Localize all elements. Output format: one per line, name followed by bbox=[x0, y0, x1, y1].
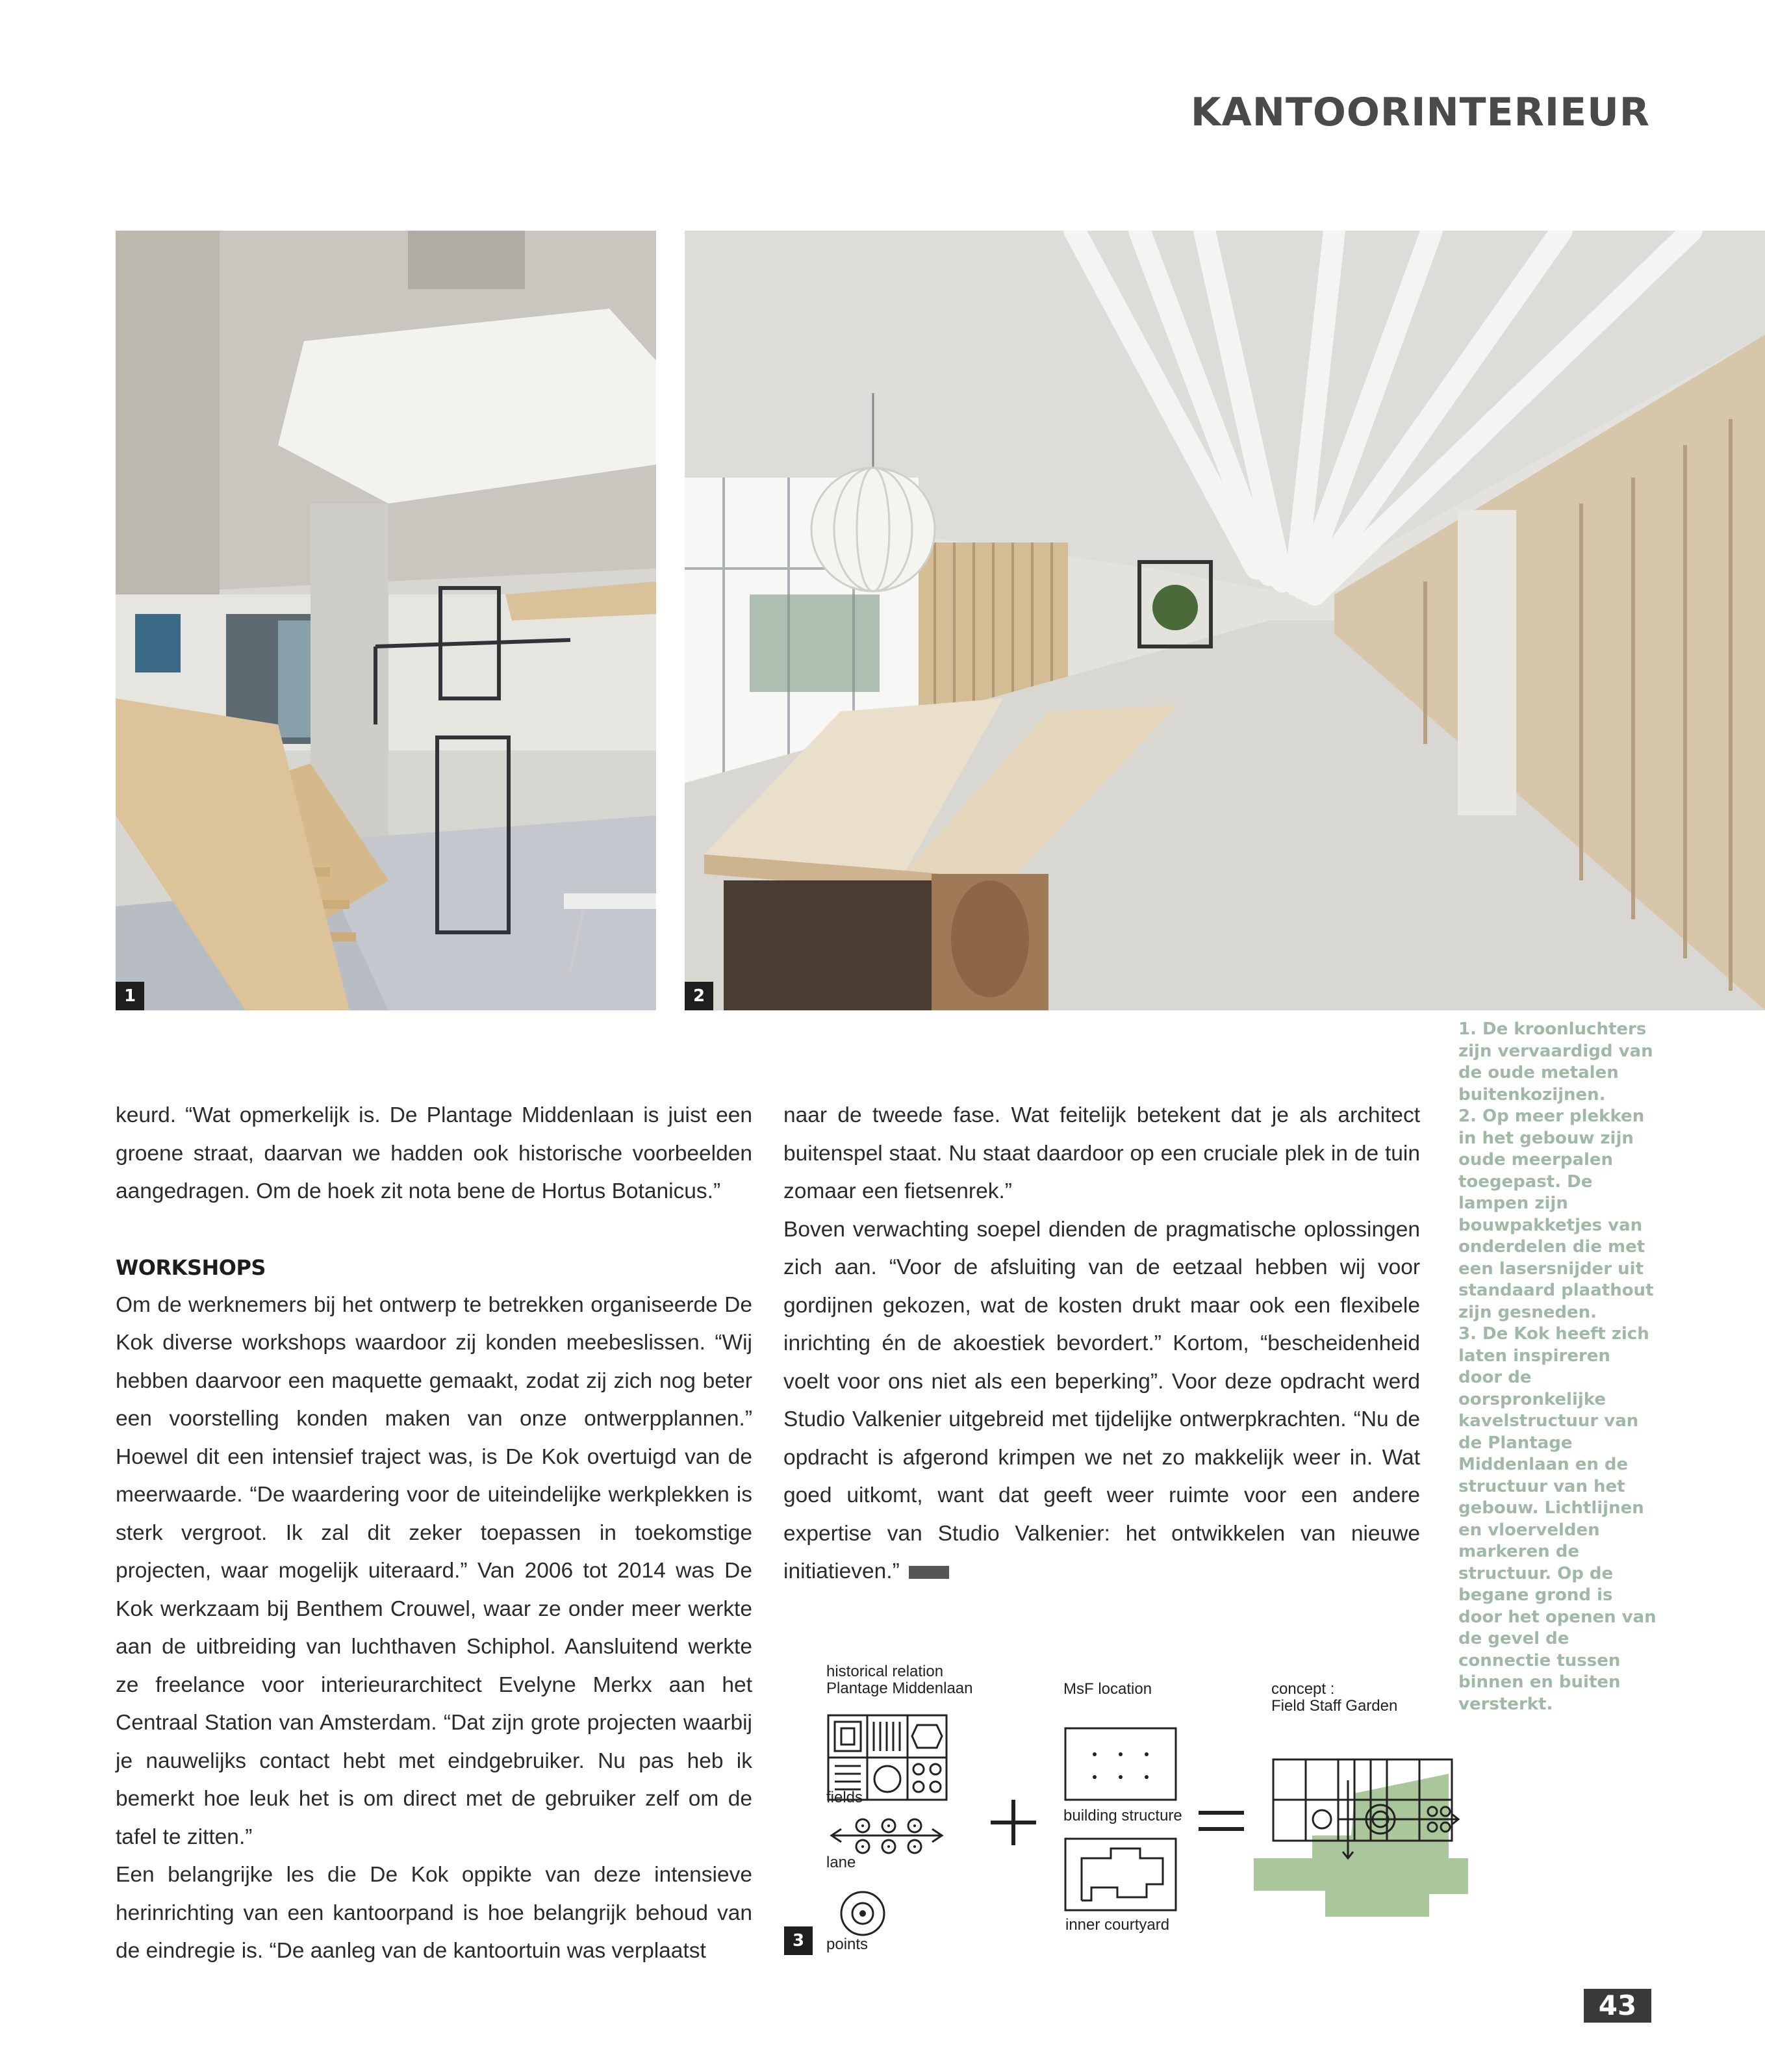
building-structure-icon bbox=[1065, 1728, 1176, 1800]
photo-corridor-benches bbox=[685, 231, 1765, 1010]
label-building-structure: building structure bbox=[1063, 1807, 1182, 1824]
label-concept-line2: Field Staff Garden bbox=[1271, 1697, 1398, 1715]
label-historical-relation-line2: Plantage Middenlaan bbox=[826, 1680, 973, 1697]
fields-icon bbox=[828, 1715, 946, 1800]
lane-icon bbox=[832, 1819, 942, 1853]
paragraph-text: Boven verwachting soepel dienden de pragmatische oplossingen zich aan. “Voor de afsluiting van de eetzaal hebben wij voor gordijnen gekozen, wat de kosten drukt maar ook een flexibele inrichting én de akoestiek bevordert.” Kortom, “bescheidenheid voelt voor ons niet als een beperking”. Voor deze opdracht werd Studio Valkenier uitgebreid met tijdelijke ontwerpkrachten. “Nu de opdracht is afgerond krimpen we net zo makkelijk weer in. Wat goed uitkomt, want dat geeft weer ruimte voor een andere expertise van Studio Valkenier: het ontwikkelen van nieuwe initiatieven.” bbox=[783, 1217, 1420, 1583]
label-fields: fields bbox=[826, 1789, 863, 1806]
label-concept-line1: concept : bbox=[1271, 1680, 1335, 1698]
photo-number-2: 2 bbox=[685, 982, 713, 1010]
label-concept bbox=[1271, 1681, 1397, 1715]
page-number: 43 bbox=[1584, 1989, 1651, 2023]
heading-workshops: WORKSHOPS bbox=[116, 1255, 266, 1280]
paragraph: Om de werknemers bij het ontwerp te betrekken organiseerde De Kok diverse workshops waardoor zij konden meebeslissen. “Wij hebben daarvoor een maquette gemaakt, zodat zij zich nog beter een voorstelling konden maken van onze ontwerpplannen.” Hoewel dit een intensief traject was, is De Kok overtuigd van de meerwaarde. “De waardering voor de uiteindelijke werkplekken is sterk vergroot. Ik zal dit zeker toepassen in toekomstige projecten, waar mogelijk uiteraard.” Van 2006 tot 2014 was De Kok werkzaam bij Benthem Crouwel, waar ze onder meer werkte aan de uitbreiding van luchthaven Schiphol. Aansluitend werkte ze freelance voor interieurarchitect Evelyne Merkx aan het Centraal Station van Amsterdam. “Dat zijn grote projecten waarbij je nauwelijks contact hebt met eindgebruiker. Nu pas heb ik bemerkt hoe leuk het is om direct met de gebruiker zelf om de tafel te zitten.” bbox=[116, 1292, 752, 1849]
caption-2: 2. Op meer plekken in het gebouw zijn oude meerpalen toegepast. De lampen zijn bouwpakketjes van onderdelen die met een lasersnijder uit standaard plaathout zijn gesneden. bbox=[1458, 1106, 1654, 1322]
field-staff-garden-shape bbox=[1254, 1774, 1468, 1917]
label-inner-courtyard: inner courtyard bbox=[1065, 1916, 1170, 1934]
photo-captions bbox=[1458, 1019, 1660, 1715]
label-msf-location: MsF location bbox=[1063, 1680, 1152, 1698]
equals-icon bbox=[1199, 1813, 1244, 1829]
corridor-illustration bbox=[685, 231, 1765, 1010]
label-points: points bbox=[826, 1936, 869, 1953]
figure-number-3: 3 bbox=[784, 1926, 813, 1955]
paragraph: naar de tweede fase. Wat feitelijk betekent dat je als architect buitenspel staat. Nu staat daardoor op een cruciale plek in de tuin zomaar een fietsenrek.” bbox=[783, 1103, 1420, 1203]
label-lane: lane bbox=[826, 1854, 856, 1871]
inner-courtyard-icon bbox=[1082, 1848, 1163, 1900]
caption-1: 1. De kroonluchters zijn vervaardigd van de oude metalen buitenkozijnen. bbox=[1458, 1019, 1653, 1105]
label-historical-relation-line1: historical relation bbox=[826, 1663, 944, 1680]
label-historical-relation bbox=[826, 1663, 973, 1697]
paragraph: Een belangrijke les die De Kok oppikte van deze intensieve herinrichting van een kantoorpand is hoe belangrijk behoud van de eindregie is. “De aanleg van de kantoortuin was verplaatst bbox=[116, 1863, 752, 1963]
text-column-right bbox=[783, 1097, 1420, 1591]
text-column-left bbox=[116, 1097, 752, 1971]
caption-3: 3. De Kok heeft zich laten inspireren door de oorspronkelijke kavelstructuur van de Plantage Middenlaan en de structuur van het gebouw. Lichtlijnen en vloervelden markeren de structuur. Op de begane grond is door het openen van de gevel de connectie tussen binnen en buiten versterkt. bbox=[1458, 1324, 1657, 1714]
paragraph bbox=[783, 1211, 1420, 1591]
photo-atrium-stairs bbox=[116, 231, 656, 1010]
concept-diagram bbox=[780, 1663, 1494, 1969]
paragraph: keurd. “Wat opmerkelijk is. De Plantage Middenlaan is juist een groene straat, daarvan we hadden ook historische voorbeelden aangedragen. Om de hoek zit nota bene de Hortus Botanicus.” bbox=[116, 1103, 752, 1203]
section-title: KANTOORINTERIEUR bbox=[1190, 90, 1650, 135]
end-of-article-mark bbox=[909, 1566, 949, 1579]
plus-icon bbox=[991, 1800, 1036, 1845]
atrium-illustration bbox=[116, 231, 656, 1010]
photo-number-1: 1 bbox=[116, 982, 144, 1010]
